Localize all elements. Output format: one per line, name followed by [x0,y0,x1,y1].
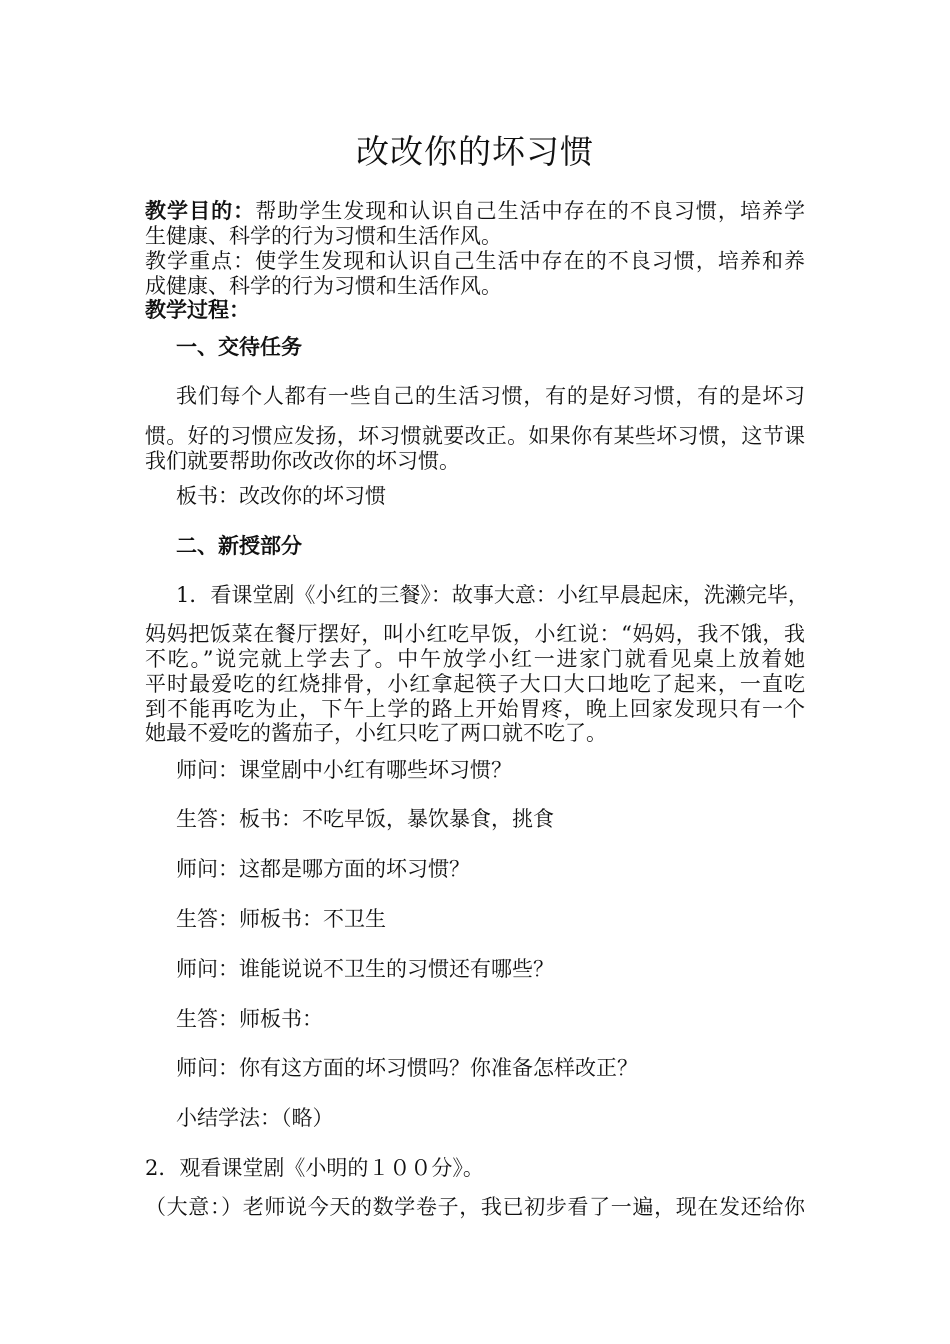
item1-line-2: 妈妈把饭菜在餐厅摆好，叫小红吃早饭，小红说：“妈妈，我不饿，我 [145,622,805,646]
item1-line-1: 1．看课堂剧《小红的三餐》：故事大意：小红早晨起床，洗濑完毕， [176,583,809,607]
goal-label: 教学目的： [145,199,256,223]
focus-line-1: 教学重点：使学生发现和认识自己生活中存在的不良习惯，培养和养 [145,249,805,273]
goal-line-2: 生健康、科学的行为习惯和生活作风。 [145,224,502,248]
focus-line-2: 成健康、科学的行为习惯和生活作风。 [145,274,502,298]
item1-line-6: 她最不爱吃的酱茄子，小红只吃了两口就不吃了。 [145,721,607,745]
section1-board: 板书：改改你的坏习惯 [176,484,386,508]
qa-line: 师问：你有这方面的坏习惯吗？你准备怎样改正？ [176,1056,638,1080]
item1-line-3: 不吃。”说完就上学去了。中午放学小红一进家门就看见桌上放着她 [145,647,805,671]
section2-heading: 二、新授部分 [176,534,302,558]
qa-line: 师问：谁能说说不卫生的习惯还有哪些？ [176,957,554,981]
item2-heading: 2．观看课堂剧《小明的１００分》。 [145,1156,484,1180]
goal-text-1: 帮助学生发现和认识自己生活中存在的不良习惯，培养学 [255,199,806,223]
qa-line: 生答：师板书： [176,1007,323,1031]
qa-line: 生答：师板书：不卫生 [176,907,386,931]
section1-para-line-3: 我们就要帮助你改改你的坏习惯。 [145,449,460,473]
section1-heading: 一、交待任务 [176,335,302,359]
process-label: 教学过程： [145,298,250,322]
goal-line-1 [145,198,805,225]
item1-line-4: 平时最爱吃的红烧排骨，小红拿起筷子大口大口地吃了起来，一直吃 [145,672,805,696]
section1-para-line-1: 我们每个人都有一些自己的生活习惯，有的是好习惯，有的是坏习 [176,384,805,408]
item1-line-5: 到不能再吃为止，下午上学的路上开始胃疼，晚上回家发现只有一个 [145,697,805,721]
item2-line-2: （大意：）老师说今天的数学卷子，我已初步看了一遍，现在发还给你 [145,1195,805,1219]
qa-line: 生答：板书：不吃早饭，暴饮暴食，挑食 [176,807,554,831]
document-title: 改改你的坏习惯 [356,132,594,171]
qa-line: 师问：课堂剧中小红有哪些坏习惯？ [176,758,512,782]
qa-line: 师问：这都是哪方面的坏习惯？ [176,857,470,881]
section1-para-line-2: 惯。好的习惯应发扬，坏习惯就要改正。如果你有某些坏习惯，这节课 [145,424,805,448]
summary-line: 小结学法：（略） [176,1106,334,1130]
